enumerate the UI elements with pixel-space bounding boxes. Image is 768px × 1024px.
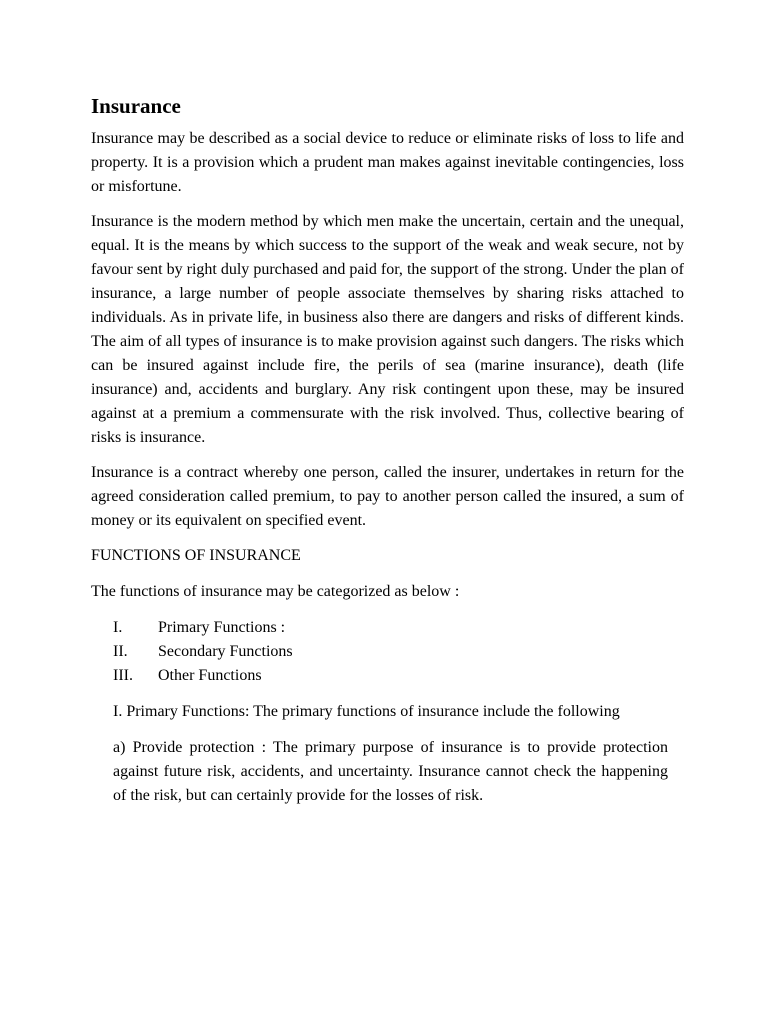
functions-list: [91, 616, 684, 688]
functions-heading: FUNCTIONS OF INSURANCE: [91, 547, 301, 564]
document-title: Insurance: [91, 94, 181, 118]
paragraph-modern-method: Insurance is the modern method by which men make the uncertain, certain and the unequal, equal. It is the means by which success to the support of the weak and weak secure, not by favour sent by right duly purchased and paid for, the support of the strong. Under the plan of insurance, a large number of people associate themselves by sharing risks attached to individuals. As in private life, in business also there are dangers and risks of different kinds. The aim of all types of insurance is to make provision against such dangers. The risks which can be insured against include fire, the perils of sea (marine insurance), death (life insurance) and, accidents and burglary. Any risk contingent upon these, may be insured against at a premium a commensurate with the risk involved. Thus, collective bearing of risks is insurance.: [91, 213, 684, 446]
functions-intro: The functions of insurance may be categorized as below :: [91, 583, 460, 600]
paragraph-definition: Insurance may be described as a social device to reduce or eliminate risks of loss to life and property. It is a provision which a prudent man makes against inevitable contingencies, loss or misfortune.: [91, 130, 684, 195]
primary-functions-heading: I. Primary Functions: The primary functions of insurance include the following: [113, 703, 620, 720]
list-item: [113, 640, 684, 664]
list-item: [113, 664, 684, 688]
list-item-number: III.: [113, 667, 133, 684]
paragraph-provide-protection: a) Provide protection : The primary purpose of insurance is to provide protection against future risk, accidents, and uncertainty. Insurance cannot check the happening of the risk, but can certainly provide for the losses of risk.: [113, 739, 668, 804]
list-item-number: II.: [113, 643, 128, 660]
list-item-label: Other Functions: [158, 667, 262, 684]
document-page: [91, 91, 684, 808]
list-item: [113, 616, 684, 640]
list-item-number: I.: [113, 619, 123, 636]
list-item-label: Secondary Functions: [158, 643, 293, 660]
list-item-label: Primary Functions :: [158, 619, 286, 636]
paragraph-contract: Insurance is a contract whereby one person, called the insurer, undertakes in return for the agreed consideration called premium, to pay to another person called the insured, a sum of money or its equivalent on specified event.: [91, 464, 684, 529]
